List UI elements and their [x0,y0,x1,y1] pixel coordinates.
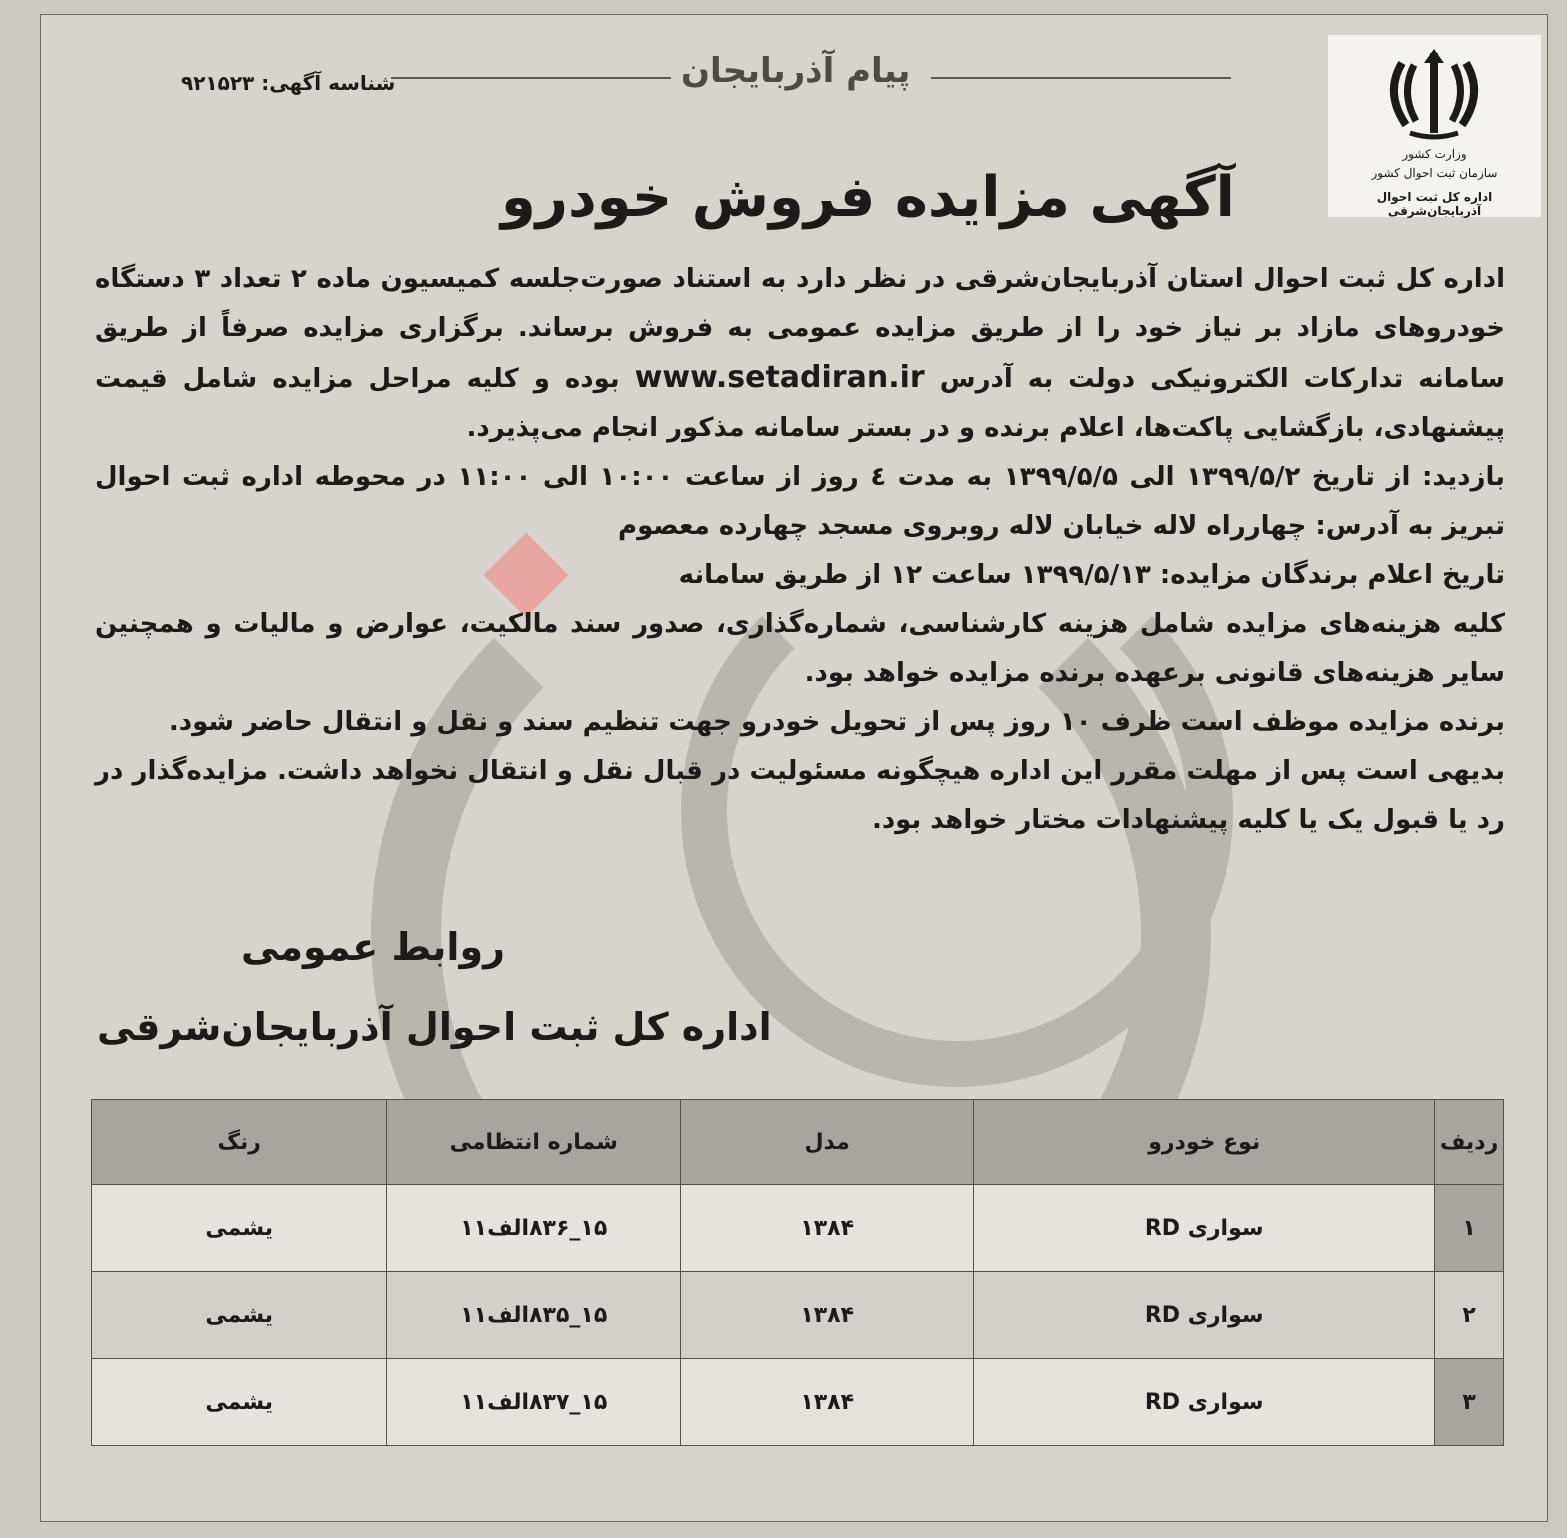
cell-model: ۱۳۸۴ [681,1272,974,1359]
cell-color: یشمی [92,1359,387,1446]
cell-vehicle-type: سواری RD [974,1272,1435,1359]
cell-plate-number: ۱۵_۸۳۷الف۱۱ [387,1359,681,1446]
ad-id: شناسه آگهی: ۹۲۱۵۲۳ [181,71,396,95]
cell-vehicle-type: سواری RD [974,1185,1435,1272]
body-paragraph-costs: کلیه هزینه‌های مزایده شامل هزینه کارشناسی، شماره‌گذاری، صدور سند مالکیت، عوارض و مالیات و همچنین سایر هزینه‌های قانونی برعهده برنده مزایده خواهد بود. [95,609,1505,688]
signature-public-relations: روابط عمومی [241,925,505,969]
cell-plate-number: ۱۵_۸۳۶الف۱۱ [387,1185,681,1272]
setadiran-url: www.setadiran.ir [634,360,925,395]
body-paragraph-winners-date: تاریخ اعلام برندگان مزایده: ۱۳۹۹/۵/۱۳ ساعت ۱۲ از طریق سامانه [678,560,1505,590]
table-row [92,1359,1504,1446]
body-p1-before-url: اداره کل ثبت احوال استان آذربایجان‌شرقی در نظر دارد به استناد صورت‌جلسه کمیسیون ماده ۲ تعداد ۳ دستگاه خودروهای مازاد بر نیاز خود را از طریق مزایده عمومی به فروش برساند. برگزاری مزایده صرفاً از طریق سامانه تدارکات الکترونیکی دولت به آدرس [95,264,1505,394]
header-model: مدل [681,1100,974,1185]
cell-vehicle-type: سواری RD [974,1359,1435,1446]
header-rule-right [931,77,1231,79]
page-title: آگهی مزایده فروش خودرو [501,165,1235,230]
body-paragraph-visit: بازدید: از تاریخ ۱۳۹۹/۵/۲ الی ۱۳۹۹/۵/۵ به مدت ٤ روز از ساعت ۱۰:۰۰ الی ۱۱:۰۰ در محوطه اداره ثبت احوال تبریز به آدرس: چهارراه لاله خیابان لاله روبروی مسجد چهارده معصوم [95,462,1505,541]
cell-row-number: ۳ [1435,1359,1504,1446]
cell-color: یشمی [92,1185,387,1272]
emblem-organization-label: سازمان ثبت احوال کشور [1371,166,1498,180]
signature-office: اداره کل ثبت احوال آذربایجان‌شرقی [97,1005,772,1049]
body-paragraph-winner-duty: برنده مزایده موظف است ظرف ۱۰ روز پس از تحویل خودرو جهت تنظیم سند و نقل و انتقال حاضر شود. [168,707,1505,737]
emblem-office-label: اداره کل ثبت احوال آذربایجان‌شرقی [1376,190,1493,218]
iran-emblem-icon [1384,43,1484,143]
emblem-ministry-label: وزارت کشور [1402,147,1467,161]
table-row [92,1272,1504,1359]
announcement-body [95,255,1505,845]
newspaper-name: پیام آذربایجان [681,51,911,91]
table-header-row [92,1100,1504,1185]
ministry-emblem-box [1328,35,1541,217]
header-vehicle-type: نوع خودرو [974,1100,1435,1185]
cell-row-number: ۱ [1435,1185,1504,1272]
header-color: رنگ [92,1100,387,1185]
body-paragraph-disclaimer: بدیهی است پس از مهلت مقرر این اداره هیچگونه مسئولیت در قبال نقل و انتقال نخواهد داشت. مزایده‌گذار در رد یا قبول یک یا کلیه پیشنهادات مختار خواهد بود. [95,756,1505,835]
cell-plate-number: ۱۵_۸۳۵الف۱۱ [387,1272,681,1359]
cell-row-number: ۲ [1435,1272,1504,1359]
cell-model: ۱۳۸۴ [681,1359,974,1446]
header-plate-number: شماره انتظامی [387,1100,681,1185]
table-row [92,1185,1504,1272]
cell-model: ۱۳۸۴ [681,1185,974,1272]
body-p1-after-url: بوده و کلیه مراحل مزایده شامل قیمت پیشنهادی، بازگشایی پاکت‌ها، اعلام برنده و در بستر سامانه مذکور انجام می‌پذیرد. [95,364,1505,443]
body-paragraph-1 [95,255,1505,453]
header-rule-left [391,77,671,79]
cell-color: یشمی [92,1272,387,1359]
header-row-number: ردیف [1435,1100,1504,1185]
advertisement-page [40,14,1548,1522]
vehicles-table [91,1099,1504,1446]
